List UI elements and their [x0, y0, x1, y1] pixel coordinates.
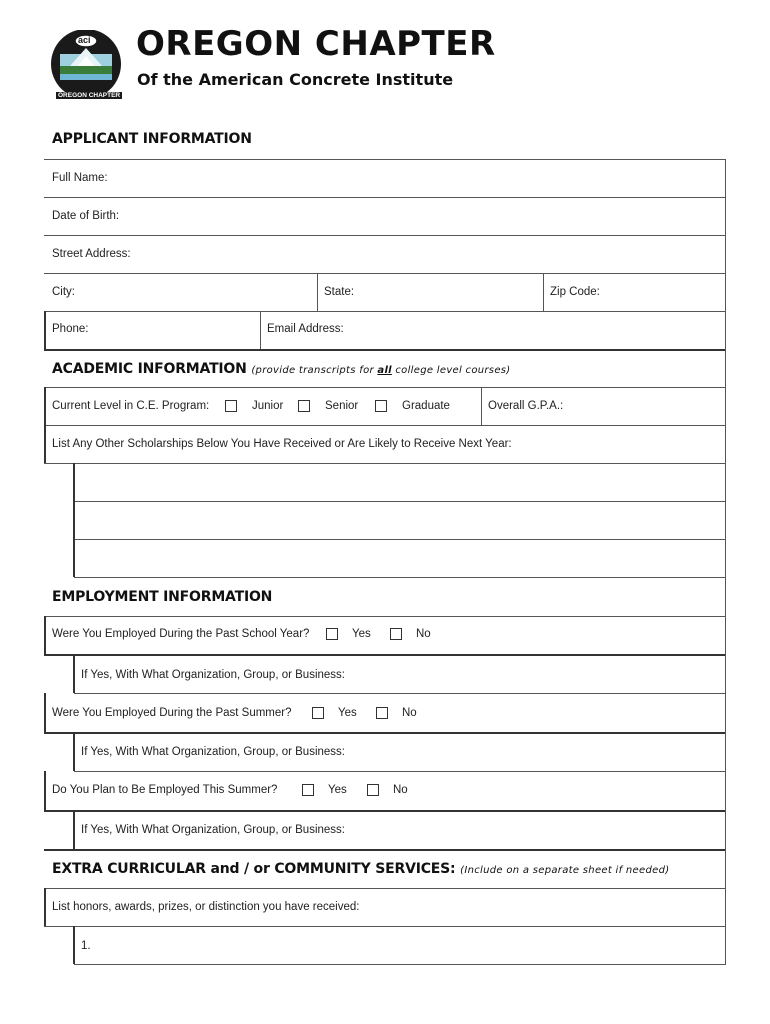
q-past-summer: Were You Employed During the Past Summer? — [52, 707, 292, 719]
zip-field[interactable]: Zip Code: — [550, 286, 600, 298]
academic-heading — [52, 361, 511, 377]
yes-label: Yes — [352, 628, 371, 640]
academic-heading-text: ACADEMIC INFORMATION — [52, 361, 247, 377]
junior-checkbox[interactable] — [225, 400, 237, 412]
email-field[interactable]: Email Address: — [267, 323, 344, 335]
past-school-year-yes-checkbox[interactable] — [326, 628, 338, 640]
scholarship-line-3[interactable] — [76, 541, 724, 576]
yes-label: Yes — [328, 784, 347, 796]
city-field[interactable]: City: — [52, 286, 75, 298]
scholarship-line-2[interactable] — [76, 503, 724, 538]
graduate-checkbox[interactable] — [375, 400, 387, 412]
org-title: OREGON CHAPTER — [136, 24, 496, 64]
org-field-3[interactable]: If Yes, With What Organization, Group, or Business: — [81, 824, 345, 836]
no-label: No — [402, 707, 417, 719]
logo-badge-text: aci — [78, 35, 91, 45]
phone-field[interactable]: Phone: — [52, 323, 89, 335]
senior-checkbox[interactable] — [298, 400, 310, 412]
extra-heading — [52, 861, 669, 877]
academic-note: (provide transcripts for all college level courses) — [251, 365, 511, 376]
no-label: No — [393, 784, 408, 796]
scholarships-label: List Any Other Scholarships Below You Have Received or Are Likely to Receive Next Year: — [52, 438, 512, 450]
no-label: No — [416, 628, 431, 640]
this-summer-no-checkbox[interactable] — [367, 784, 379, 796]
org-field-2[interactable]: If Yes, With What Organization, Group, or Business: — [81, 746, 345, 758]
scholarship-line-1[interactable] — [76, 465, 724, 500]
dob-field[interactable]: Date of Birth: — [52, 210, 120, 222]
senior-label: Senior — [325, 400, 359, 412]
past-summer-no-checkbox[interactable] — [376, 707, 388, 719]
applicant-heading: APPLICANT INFORMATION — [52, 131, 252, 147]
extra-heading-text: EXTRA CURRICULAR and / or COMMUNITY SERVICES: — [52, 861, 456, 877]
logo-caption: OREGON CHAPTER — [58, 92, 121, 99]
state-field[interactable]: State: — [324, 286, 355, 298]
graduate-label: Graduate — [402, 400, 450, 412]
honors-label: List honors, awards, prizes, or distinction you have received: — [52, 901, 360, 913]
street-address-field[interactable]: Street Address: — [52, 248, 131, 260]
full-name-field[interactable]: Full Name: — [52, 172, 108, 184]
aci-logo — [48, 30, 124, 102]
q-this-summer: Do You Plan to Be Employed This Summer? — [52, 784, 278, 796]
gpa-field[interactable]: Overall G.P.A.: — [488, 400, 564, 412]
extra-note: (Include on a separate sheet if needed) — [460, 865, 670, 876]
employment-heading: EMPLOYMENT INFORMATION — [52, 589, 273, 605]
honors-item-1[interactable]: 1. — [81, 940, 91, 952]
org-field-1[interactable]: If Yes, With What Organization, Group, or Business: — [81, 669, 345, 681]
org-subtitle: Of the American Concrete Institute — [137, 70, 454, 89]
this-summer-yes-checkbox[interactable] — [302, 784, 314, 796]
junior-label: Junior — [252, 400, 284, 412]
past-summer-yes-checkbox[interactable] — [312, 707, 324, 719]
past-school-year-no-checkbox[interactable] — [390, 628, 402, 640]
yes-label: Yes — [338, 707, 357, 719]
q-past-school-year: Were You Employed During the Past School Year? — [52, 628, 310, 640]
ce-level-label: Current Level in C.E. Program: — [52, 400, 210, 412]
